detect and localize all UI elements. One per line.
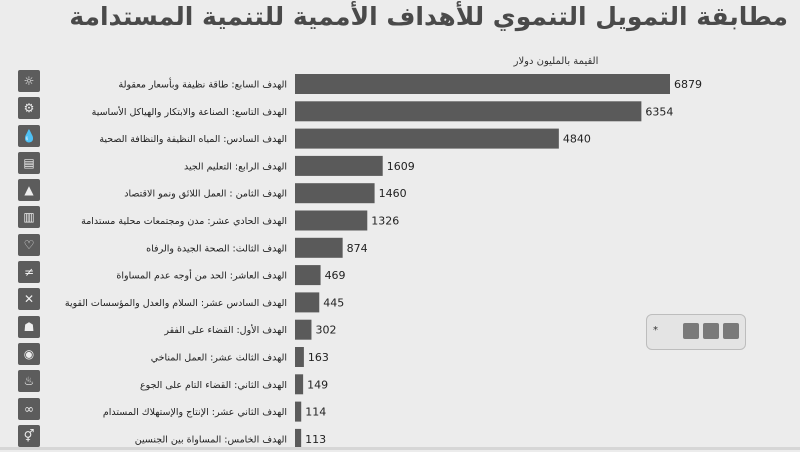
bar-1 [295,101,641,121]
bar-11 [295,374,303,394]
bar-8 [295,292,319,312]
category-label-0: الهدف السابع: طاقة نظيفة وبأسعار معقولة [118,79,287,91]
category-label-9: الهدف الأول: القضاء على الفقر [164,325,287,337]
eye-globe-icon: ◉ [18,343,40,365]
bar-4 [295,183,375,203]
value-label-13: 113 [305,432,327,446]
category-label-12: الهدف الثاني عشر: الإنتاج والإستهلاك المستدام [102,407,287,419]
chart-title: مطابقة التمويل التنموي للأهداف الأممية للتنمية المستدامة [69,2,788,31]
bar-3 [295,156,383,176]
bar-0 [295,74,670,94]
gender-icon: ⚥ [18,425,40,447]
equality-icon: ≠ [18,261,40,283]
legend-mark: * [653,325,658,336]
value-label-4: 1460 [378,187,407,201]
gear-icon: ⚙ [18,97,40,119]
family-icon: ☗ [18,316,40,338]
value-label-7: 469 [324,269,346,283]
value-label-8: 445 [323,296,345,310]
category-label-6: الهدف الثالث: الصحة الجيدة والرفاه [146,243,287,255]
value-label-10: 163 [307,351,329,364]
heartbeat-icon: ♡ [18,234,40,256]
category-label-7: الهدف العاشر: الحد من أوجه عدم المساواة [116,270,287,282]
dove-gavel-icon: ✕ [18,288,40,310]
legend-goal-icon-c [723,323,739,339]
bar-10 [295,347,304,367]
bar-6 [295,238,343,258]
book-icon: ▤ [18,152,40,174]
bar-12 [295,402,301,422]
value-label-5: 1326 [371,214,400,228]
bar-13 [295,429,301,449]
unit-label: القيمة بالمليون دولار [513,56,599,67]
value-label-12: 114 [305,405,327,419]
water-drop-icon: 💧 [18,125,40,147]
bar-2 [295,129,559,149]
legend-goal-icon-a [683,323,699,339]
legend-goal-icon-b [703,323,719,339]
value-label-11: 149 [307,378,329,392]
bar-7 [295,265,321,285]
legend [646,314,746,350]
value-label-1: 6354 [645,105,674,119]
category-label-4: الهدف الثامن : العمل اللائق ونمو الاقتصاد [124,188,287,200]
category-label-2: الهدف السادس: المياه النظيفة والنظافة الصحية [99,134,287,146]
category-label-11: الهدف الثاني: القضاء التام على الجوع [140,379,287,391]
infinity-icon: ∞ [18,398,40,420]
value-label-9: 302 [315,323,337,337]
value-label-2: 4840 [562,132,591,146]
bar-9 [295,320,311,340]
category-label-13: الهدف الخامس: المساواة بين الجنسين [134,434,287,446]
category-label-1: الهدف التاسع: الصناعة والابتكار والهياكل الأساسية [91,106,287,118]
category-label-10: الهدف الثالث عشر: العمل المناخي [150,352,287,364]
category-label-8: الهدف السادس عشر: السلام والعدل والمؤسسات القوية [64,297,287,309]
growth-chart-icon: ▲ [18,179,40,201]
bar-5 [295,211,367,231]
buildings-icon: ▥ [18,206,40,228]
value-label-0: 6879 [674,78,702,91]
value-label-3: 1609 [386,159,415,173]
category-label-5: الهدف الحادي عشر: مدن ومجتمعات محلية مستدامة [81,216,287,227]
category-label-3: الهدف الرابع: التعليم الجيد [184,161,287,173]
value-label-6: 874 [346,241,368,255]
bowl-icon: ♨ [18,370,40,392]
sun-icon: ☼ [18,70,40,92]
